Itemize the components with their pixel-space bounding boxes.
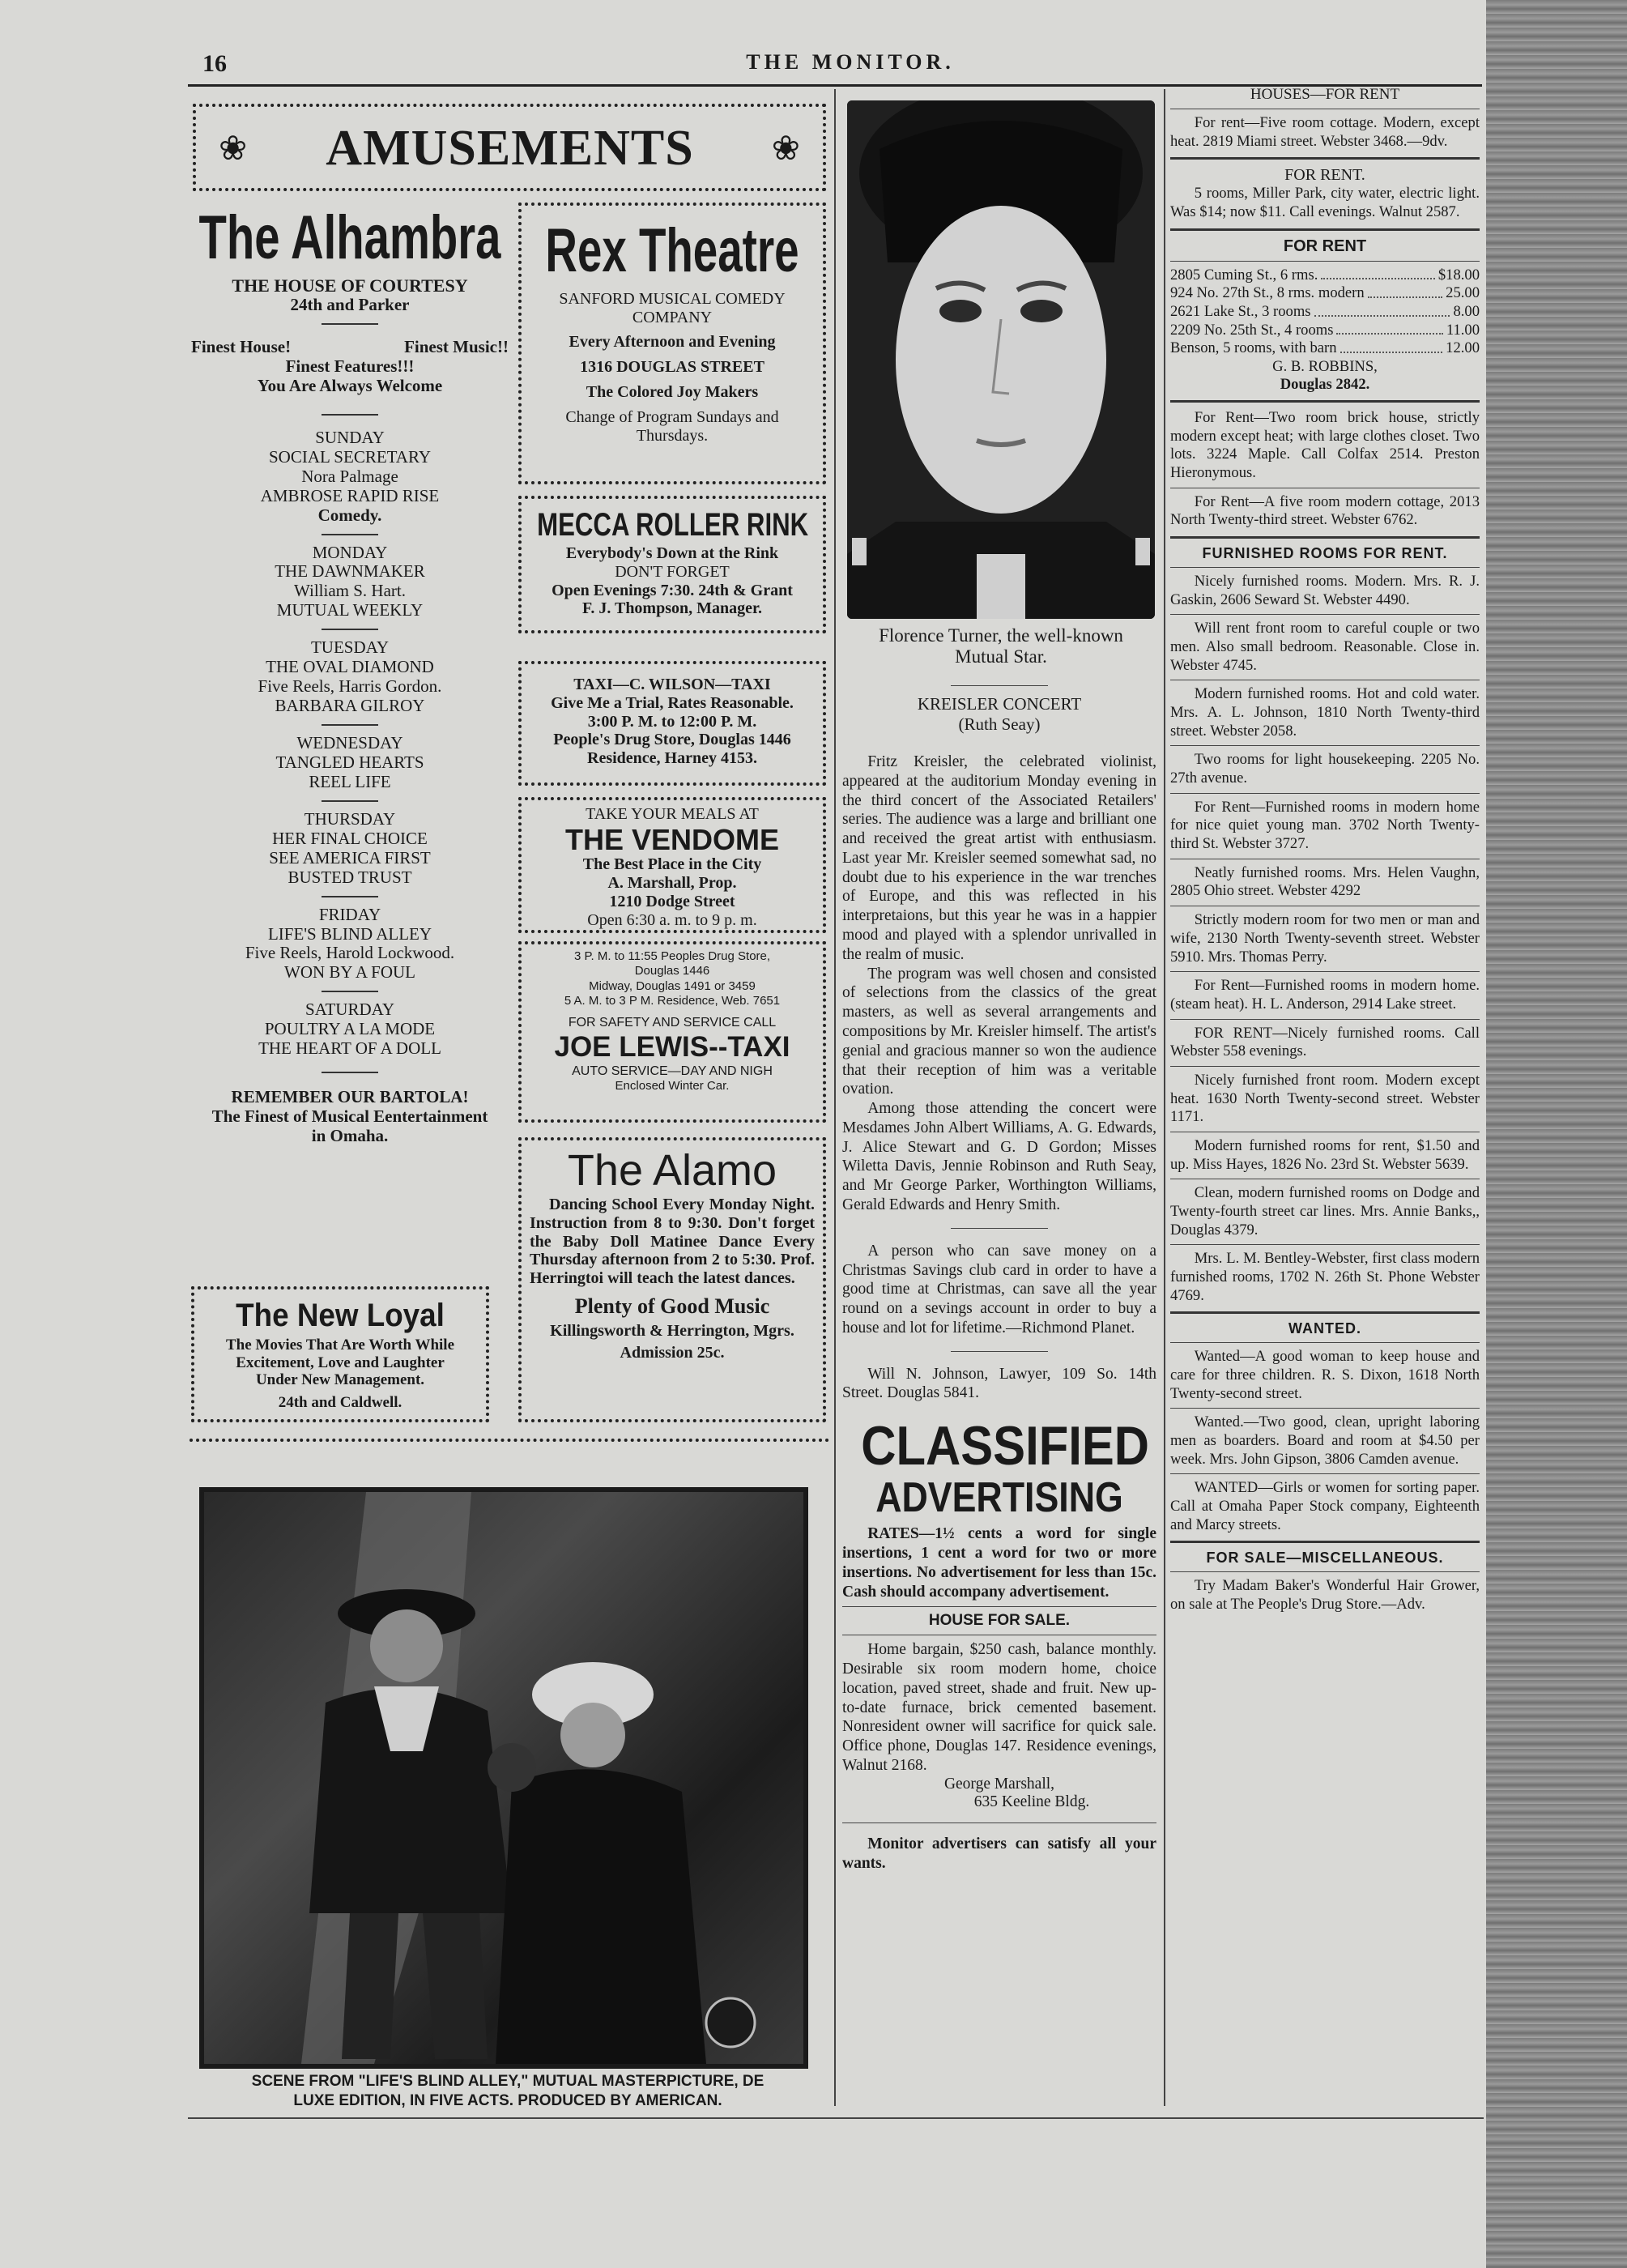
alhambra-footer3: in Omaha. [311, 1126, 389, 1146]
day-label: MONDAY [312, 542, 388, 562]
rent-item-price: 8.00 [1453, 303, 1480, 321]
furnished-ad: Neatly furnished rooms. Mrs. Helen Vaughn, 2805 Ohio street. Webster 4292 [1170, 863, 1480, 900]
mecca-line1: Everybody's Down at the Rink [565, 544, 779, 562]
house-for-sale-body: Home bargain, $250 cash, balance monthly. Desirable six room modern home, choice location, paved street, shade and fruit. New up-to-date furnace, brick cemented basement. Nonresident owner will sacrifice for quick sale. Office phone, Douglas 147. Residence evenings, Walnut 2168. [842, 1641, 1156, 1775]
wanted-ad: WANTED—Girls or women for sorting paper. Call at Omaha Paper Stock company, Eighteenth and Marcy streets. [1170, 1479, 1480, 1533]
wanted-ad: Wanted.—Two good, clean, upright laboring men as boarders. Board and room at $4.50 per week. Mrs. John Gipson, 3806 Camden avenue. [1170, 1413, 1480, 1468]
bottom-rule [188, 2117, 1484, 2119]
day-label: TUESDAY [310, 637, 390, 658]
new-loyal-line2: Excitement, Love and Laughter [236, 1354, 445, 1371]
furnished-ad: For Rent—Furnished rooms in modern home. (steam heat). H. L. Anderson, 2914 Lake street. [1170, 977, 1480, 1013]
schedule-tuesday [191, 638, 509, 716]
joe-lewis-line7: Enclosed Winter Car. [615, 1079, 730, 1094]
amusements-header [193, 104, 826, 191]
taxi-wilson-line1: TAXI—C. WILSON—TAXI [573, 676, 771, 693]
schedule-line: Five Reels, Harold Lockwood. [245, 943, 455, 963]
misc-heading: FOR SALE—MISCELLANEOUS. [1206, 1550, 1444, 1567]
furnished-ad: Modern furnished rooms. Hot and cold water. Mrs. A. L. Johnson, 1810 North Twenty-third street. Webster 2058. [1170, 685, 1480, 740]
schedule-line: MUTUAL WEEKLY [276, 600, 424, 620]
taxi-wilson-line3: 3:00 P. M. to 12:00 P. M. [587, 712, 757, 731]
page-number: 16 [202, 50, 227, 77]
rent-list-item [1170, 284, 1480, 303]
robbins-1: G. B. ROBBINS, [1272, 358, 1378, 376]
film-scene-caption [188, 2072, 828, 2111]
joe-lewis-taxi-ad [518, 941, 826, 1123]
day-label: FRIDAY [318, 904, 381, 924]
section-divider [190, 1439, 829, 1442]
rent-list [1170, 266, 1480, 358]
rent-list-item [1170, 303, 1480, 322]
joe-lewis-line1: 3 P. M. to 11:55 Peoples Drug Store, [573, 949, 771, 963]
rex-line7: Thursdays. [636, 426, 709, 445]
mecca-line4: F. J. Thompson, Manager. [581, 599, 763, 618]
rex-line6: Change of Program Sundays and [565, 407, 779, 426]
taxi-wilson-line2: Give Me a Trial, Rates Reasonable. [551, 693, 794, 712]
classified-heading2: ADVERTISING [875, 1473, 1123, 1521]
furnished-ad: Strictly modern room for two men or man and wife, 2130 North Twenty-seventh street. Webster 5910. Mrs. Thomas Perry. [1170, 911, 1480, 966]
vendome-line1: TAKE YOUR MEALS AT [586, 805, 759, 823]
schedule-line: Five Reels, Harris Gordon. [258, 676, 442, 697]
rex-theatre-name: Rex Theatre [545, 216, 799, 285]
rent-list-item [1170, 266, 1480, 285]
joe-lewis-line6: AUTO SERVICE—DAY AND NIGH [572, 1064, 773, 1078]
for-rent2-heading: FOR RENT [1283, 237, 1367, 255]
amusements-heading: AMUSEMENTS [326, 121, 694, 176]
flower-icon-left: ❀ [219, 130, 248, 168]
furnished-ad: Modern furnished rooms for rent, $1.50 and up. Miss Hayes, 1826 No. 23rd St. Webster 5639. [1170, 1136, 1480, 1173]
day-label: SUNDAY [315, 427, 385, 447]
for-rent-heading: FOR RENT. [1284, 166, 1365, 185]
furnished-heading: FURNISHED ROOMS FOR RENT. [1202, 545, 1448, 562]
rex-line3: Every Afternoon and Evening [569, 333, 776, 352]
flower-icon-right: ❀ [771, 130, 800, 168]
alamo-name: The Alamo [567, 1146, 777, 1195]
day-label: THURSDAY [304, 808, 396, 829]
schedule-sunday [191, 428, 509, 526]
schedule-line: REEL LIFE [309, 771, 391, 791]
new-loyal-name: The New Loyal [236, 1298, 445, 1333]
schedule-wednesday [191, 734, 509, 792]
portrait-caption-line2: Mutual Star. [955, 646, 1047, 667]
rent-item-price: 11.00 [1446, 321, 1480, 339]
rex-line4: 1316 DOUGLAS STREET [580, 358, 765, 377]
vendome-ad [518, 797, 826, 933]
joe-lewis-line3: Midway, Douglas 1491 or 3459 [589, 978, 756, 993]
alhambra-ad [191, 202, 509, 1146]
vendome-line2: The Best Place in the City [582, 855, 762, 874]
rex-line5: The Colored Joy Makers [586, 382, 759, 401]
alhambra-line1-right: Finest Music!! [404, 337, 509, 357]
portrait-illustration [847, 100, 1155, 619]
column-rule [834, 89, 836, 2106]
schedule-line: LIFE'S BLIND ALLEY [267, 923, 432, 944]
day-label: WEDNESDAY [296, 733, 403, 753]
mecca-roller-rink-ad [518, 496, 826, 633]
rex-theatre-ad [518, 202, 826, 484]
alhambra-name: The Alhambra [198, 203, 501, 272]
house-sig1: George Marshall, [943, 1775, 1055, 1793]
alamo-tag: Plenty of Good Music [574, 1294, 770, 1319]
alamo-ad [518, 1137, 826, 1422]
alhambra-address: 24th and Parker [290, 295, 410, 315]
joe-lewis-line4: 5 A. M. to 3 P M. Residence, Web. 7651 [564, 993, 781, 1008]
rent-item-label: 2621 Lake St., 3 rooms [1170, 303, 1311, 321]
house-sig2: 635 Keeline Bldg. [973, 1793, 1090, 1810]
furnished-ad: Will rent front room to careful couple or two men. Also small bedroom. Reasonable. Close in. Webster 4745. [1170, 620, 1480, 674]
kreisler-p2: The program was well chosen and consisted of selections from the classics of the great masters, as well as several arrangements and compositions by Mr. Kreisler himself. The artist's genial and gracious manner so won the audience that their reception of him was a veritable ovation. [842, 965, 1156, 1098]
vendome-name: THE VENDOME [564, 822, 780, 856]
schedule-line: POULTRY A LA MODE [264, 1019, 436, 1039]
joe-lewis-name: JOE LEWIS--TAXI [554, 1030, 790, 1063]
alamo-admission: Admission 25c. [620, 1344, 725, 1362]
rent-ad-3: For Rent—Two room brick house, strictly modern except heat; with large clothes closet. Two lots. 3224 Maple. Call Colfax 2514. Preston Hieronymous. [1170, 409, 1480, 482]
portrait-caption [842, 625, 1160, 668]
kreisler-byline: (Ruth Seay) [958, 714, 1041, 734]
schedule-monday [191, 544, 509, 621]
page-torn-edge [1486, 0, 1627, 2268]
schedule-line: THE DAWNMAKER [275, 561, 425, 582]
houses-heading: HOUSES—FOR RENT [1250, 86, 1400, 103]
portrait-caption-line1: Florence Turner, the well-known [879, 625, 1123, 646]
new-loyal-address: 24th and Caldwell. [278, 1393, 402, 1411]
schedule-line: BUSTED TRUST [287, 867, 412, 887]
schedule-line: William S. Hart. [294, 581, 406, 601]
schedule-line: THE HEART OF A DOLL [258, 1038, 441, 1059]
taxi-wilson-line5: Residence, Harney 4153. [587, 749, 757, 768]
furnished-ad: FOR RENT—Nicely furnished rooms. Call Webster 558 evenings. [1170, 1024, 1480, 1060]
rent-ad-1: For rent—Five room cottage. Modern, except heat. 2819 Miami street. Webster 3468.—9dv. [1170, 114, 1480, 150]
rent-item-label: 924 No. 27th St., 8 rms. modern [1170, 284, 1365, 302]
new-loyal-line1: The Movies That Are Worth While [225, 1336, 455, 1354]
kreisler-p1: Fritz Kreisler, the celebrated violinist, appeared at the auditorium Monday evening in the third concert of the Associated Retailers' series. The audience was a large and brilliant one and received the great artist with enthusiasm. Last year Mr. Kreisler seemed somewhat sad, no doubt due to his experience in the war trenches of Europe, and this was reflected in his interpretaions, but this year he was in a happier mood and played with a splendor unrivalled in the realm of music. [842, 753, 1156, 963]
schedule-line: Comedy. [317, 505, 382, 525]
schedule-line: SEE AMERICA FIRST [269, 847, 431, 868]
rent-item-label: 2209 No. 25th St., 4 rooms [1170, 321, 1334, 339]
taxi-wilson-ad [518, 661, 826, 786]
schedule-line: BARBARA GILROY [275, 696, 425, 716]
schedule-friday [191, 906, 509, 983]
rent-item-price: 12.00 [1446, 339, 1480, 357]
classified-footer: Monitor advertisers can satisfy all your wants. [842, 1835, 1156, 1872]
vendome-line4: 1210 Dodge Street [609, 892, 735, 910]
alhambra-footer1: REMEMBER OUR BARTOLA! [231, 1087, 469, 1107]
right-column [1170, 86, 1480, 1614]
rent-ad-2: 5 rooms, Miller Park, city water, electric light. Was $14; now $11. Call evenings. Walnut 2587. [1170, 185, 1480, 221]
rent-item-label: 2805 Cuming St., 6 rms. [1170, 266, 1318, 284]
kreisler-title: KREISLER CONCERT [917, 694, 1082, 714]
lawyer-item: Will N. Johnson, Lawyer, 109 So. 14th Street. Douglas 5841. [842, 1365, 1156, 1402]
schedule-thursday [191, 810, 509, 888]
mecca-name: MECCA ROLLER RINK [537, 507, 809, 543]
rent-item-price: 25.00 [1446, 284, 1480, 302]
vendome-line3: A. Marshall, Prop. [607, 874, 737, 893]
alhambra-line2: Finest Features!!! [285, 356, 415, 376]
taxi-wilson-line4: People's Drug Store, Douglas 1446 [553, 731, 791, 749]
mecca-line3: Open Evenings 7:30. 24th & Grant [552, 581, 793, 599]
new-loyal-line3: Under New Management. [255, 1371, 425, 1389]
schedule-line: THE OVAL DIAMOND [266, 657, 434, 677]
alhambra-line1-left: Finest House! [191, 337, 292, 357]
caption-line1: SCENE FROM "LIFE'S BLIND ALLEY," MUTUAL MASTERPICTURE, DE [251, 2073, 765, 2090]
alamo-managers: Killingsworth & Herrington, Mgrs. [550, 1322, 794, 1341]
rent-ad-4: For Rent—A five room modern cottage, 2013 North Twenty-third street. Webster 6762. [1170, 492, 1480, 529]
house-for-sale-heading: HOUSE FOR SALE. [928, 1612, 1071, 1630]
new-loyal-ad [191, 1286, 489, 1422]
mecca-line2: DON'T FORGET [615, 562, 730, 581]
schedule-line: AMBROSE RAPID RISE [260, 485, 440, 505]
alhambra-line3: You Are Always Welcome [257, 375, 443, 395]
wanted-heading: WANTED. [1288, 1320, 1361, 1337]
joe-lewis-line2: Douglas 1446 [634, 964, 710, 978]
alamo-body: Dancing School Every Monday Night. Instruction from 8 to 9:30. Don't forget the Baby Doll Matinee Dance Every Thursday afternoon from 2 to 5:30. Prof. Herringtoi will teach the latest dances. [530, 1196, 815, 1288]
classified-heading1: CLASSIFIED [861, 1415, 1150, 1477]
rex-line2: COMPANY [632, 308, 713, 326]
schedule-line: WON BY A FOUL [284, 962, 415, 983]
joe-lewis-line5: FOR SAFETY AND SERVICE CALL [568, 1016, 777, 1030]
rex-line1: SANFORD MUSICAL COMEDY [559, 289, 786, 308]
rent-list-item [1170, 322, 1480, 340]
day-label: SATURDAY [305, 1000, 395, 1020]
rent-list-item [1170, 339, 1480, 358]
florence-turner-portrait [847, 100, 1155, 619]
classified-rates: RATES—1½ cents a word for single insertions, 1 cent a word for two or more insertions. No advertisement for less than 15c. Cash should accompany advertisement. [842, 1525, 1156, 1601]
furnished-ad: Nicely furnished front room. Modern except heat. 1630 North Twenty-second street. Webster 1171. [1170, 1071, 1480, 1126]
kreisler-p3: Among those attending the concert were Mesdames John Albert Williams, A. G. Edwards, J. Alice Stewart and G. D Gordon; Misses Wiletta Davis, Jennie Robinson and Ruth Seay, and Mr George Parker, Worthington Williams, Gerald Edwards and Henry Smith. [842, 1100, 1156, 1213]
schedule-line: Nora Palmage [301, 466, 398, 486]
schedule-line: HER FINAL CHOICE [272, 828, 428, 848]
alhambra-tagline: THE HOUSE OF COURTESY [232, 275, 468, 296]
alhambra-footer2: The Finest of Musical Eentertainment [211, 1106, 488, 1127]
furnished-ad: Mrs. L. M. Bentley-Webster, first class modern furnished rooms, 1702 N. 26th St. Phone Webster 4769. [1170, 1250, 1480, 1304]
film-scene-illustration [204, 1492, 803, 2064]
schedule-saturday [191, 1000, 509, 1059]
furnished-ad: Nicely furnished rooms. Modern. Mrs. R. J. Gaskin, 2606 Seward St. Webster 4490. [1170, 573, 1480, 608]
schedule-line: SOCIAL SECRETARY [269, 446, 431, 467]
middle-column [842, 685, 1156, 1873]
furnished-ad: Two rooms for light housekeeping. 2205 No. 27th avenue. [1170, 751, 1480, 787]
rent-item-price: $18.00 [1437, 266, 1480, 284]
masthead-title: THE MONITOR. [746, 50, 955, 74]
misc-ad: Try Madam Baker's Wonderful Hair Grower, on sale at The People's Drug Store.—Adv. [1170, 1577, 1480, 1613]
furnished-ad: For Rent—Furnished rooms in modern home for nice quiet young man. 3702 North Twenty-third St. Webster 3727. [1170, 798, 1480, 853]
rent-item-label: Benson, 5 rooms, with barn [1170, 339, 1337, 357]
robbins-2: Douglas 2842. [1280, 376, 1370, 394]
savings-item: A person who can save money on a Christmas Savings club card in order to have a good time at Christmas, can save all the year round on a sevings account in order to buy a house and lot for lifetime.—Richmond Planet. [842, 1242, 1156, 1336]
furnished-ad: Clean, modern furnished rooms on Dodge and Twenty-fourth street car lines. Mrs. Annie Banks,, Douglas 4379. [1170, 1184, 1480, 1238]
vendome-line5: Open 6:30 a. m. to 9 p. m. [587, 910, 757, 929]
film-scene-photo [199, 1487, 808, 2069]
caption-line2: LUXE EDITION, IN FIVE ACTS. PRODUCED BY AMERICAN. [293, 2091, 722, 2109]
column-rule [1164, 89, 1165, 2106]
wanted-ad: Wanted—A good woman to keep house and care for three children. R. S. Dixon, 1618 North Twenty-second street. [1170, 1348, 1480, 1402]
schedule-line: TANGLED HEARTS [275, 752, 424, 772]
